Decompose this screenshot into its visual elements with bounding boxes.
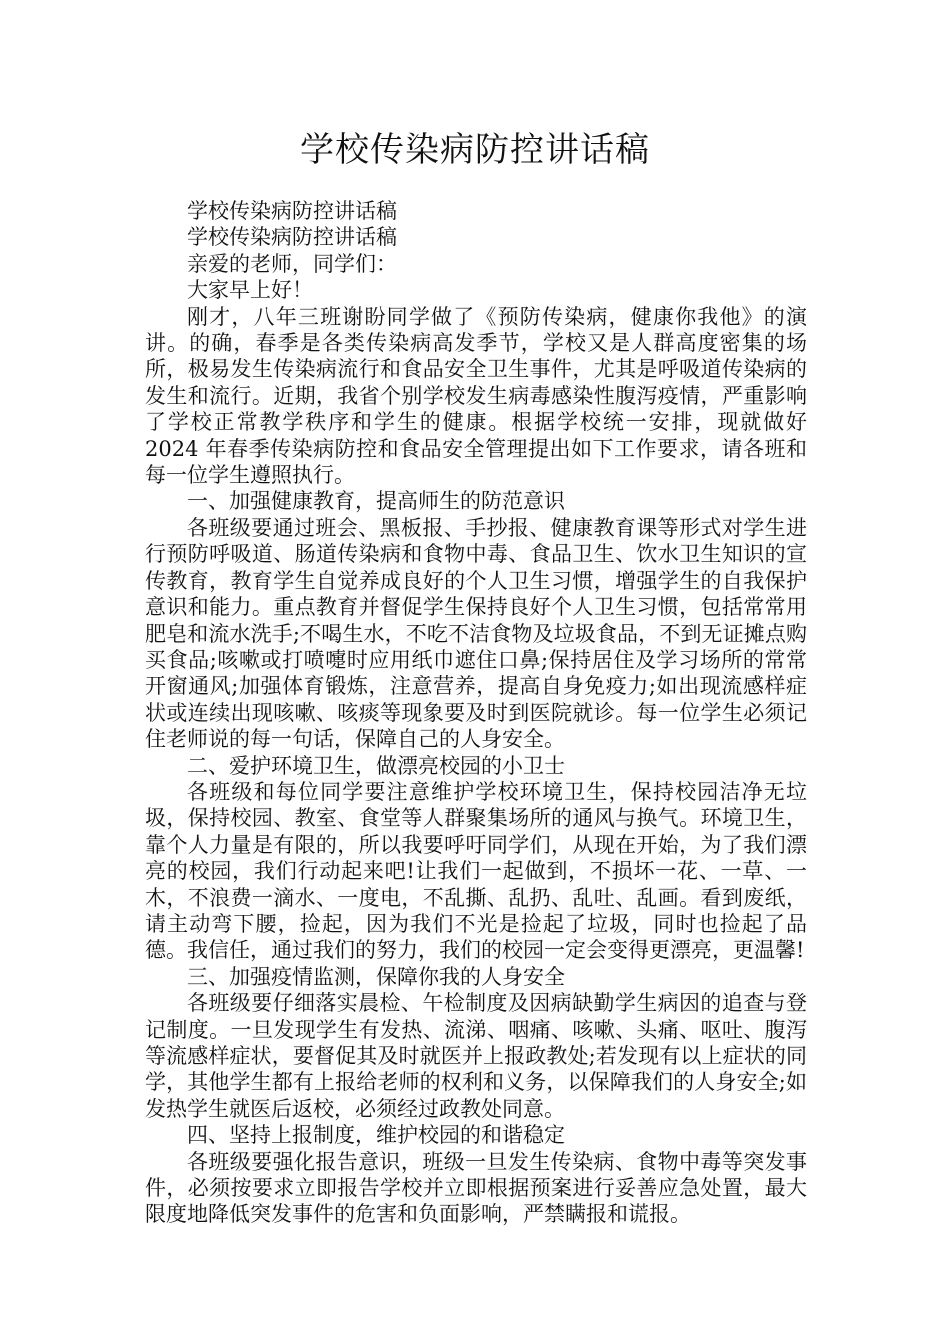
paragraph: 各班级和每位同学要注意维护学校环境卫生，保持校园洁净无垃圾，保持校园、教室、食堂等人群聚集场所的通风与换气。环境卫生，靠个人力量是有限的，所以我要呼吁同学们，从现在开始，为了我们漂亮的校园，我们行动起来吧!让我们一起做到，不损坏一花、一草、一木，不浪费一滴水、一度电，不乱撕、乱扔、乱吐、乱画。看到废纸，请主动弯下腰，捡起，因为我们不光是捡起了垃圾，同时也捡起了品德。我信任，通过我们的努力，我们的校园一定会变得更漂亮，更温馨! bbox=[145, 779, 807, 963]
section-heading: 一、加强健康教育，提高师生的防范意识 bbox=[187, 489, 565, 514]
paragraph: 学校传染病防控讲话稿 bbox=[187, 225, 397, 250]
document-body bbox=[145, 198, 807, 1228]
paragraph: 各班级要强化报告意识，班级一旦发生传染病、食物中毒等突发事件，必须按要求立即报告学校并立即根据预案进行妥善应急处置，最大限度地降低突发事件的危害和负面影响，严禁瞒报和谎报。 bbox=[145, 1149, 807, 1227]
document-title: 学校传染病防控讲话稿 bbox=[300, 130, 650, 170]
paragraph: 学校传染病防控讲话稿 bbox=[187, 199, 397, 223]
paragraph: 刚才，八年三班谢盼同学做了《预防传染病，健康你我他》的演讲。的确，春季是各类传染病高发季节，学校又是人群高度密集的场所，极易发生传染病流行和食品安全卫生事件，尤其是呼吸道传染病的发生和流行。近期，我省个别学校发生病毒感染性腹泻疫情，严重影响了学校正常教学秩序和学生的健康。根据学校统一安排，现就做好 2024 年春季传染病防控和食品安全管理提出如下工作要求，请各班和每一位学生遵照执行。 bbox=[145, 304, 807, 488]
paragraph: 各班级要通过班会、黑板报、手抄报、健康教育课等形式对学生进行预防呼吸道、肠道传染病和食物中毒、食品卫生、饮水卫生知识的宣传教育，教育学生自觉养成良好的个人卫生习惯，增强学生的自我保护意识和能力。重点教育并督促学生保持良好个人卫生习惯，包括常常用肥皂和流水洗手;不喝生水，不吃不洁食物及垃圾食品，不到无证摊点购买食品;咳嗽或打喷嚏时应用纸巾遮住口鼻;保持居住及学习场所的常常开窗通风;加强体育锻炼，注意营养，提高自身免疫力;如出现流感样症状或连续出现咳嗽、咳痰等现象要及时到医院就诊。每一位学生必须记住老师说的每一句话，保障自己的人身安全。 bbox=[145, 515, 807, 752]
salutation: 亲爱的老师，同学们： bbox=[187, 251, 397, 276]
section-heading: 三、加强疫情监测，保障你我的人身安全 bbox=[187, 964, 565, 989]
section-heading: 二、爱护环境卫生，做漂亮校园的小卫士 bbox=[187, 753, 565, 778]
paragraph: 各班级要仔细落实晨检、午检制度及因病缺勤学生病因的追查与登记制度。一旦发现学生有发热、流涕、咽痛、咳嗽、头痛、呕吐、腹泻等流感样症状，要督促其及时就医并上报政教处;若发现有以上症状的同学，其他学生都有上报给老师的权利和义务，以保障我们的人身安全;如发热学生就医后返校，必须经过政教处同意。 bbox=[145, 991, 807, 1121]
greeting: 大家早上好！ bbox=[187, 278, 313, 303]
section-heading: 四、坚持上报制度，维护校园的和谐稳定 bbox=[187, 1123, 565, 1148]
